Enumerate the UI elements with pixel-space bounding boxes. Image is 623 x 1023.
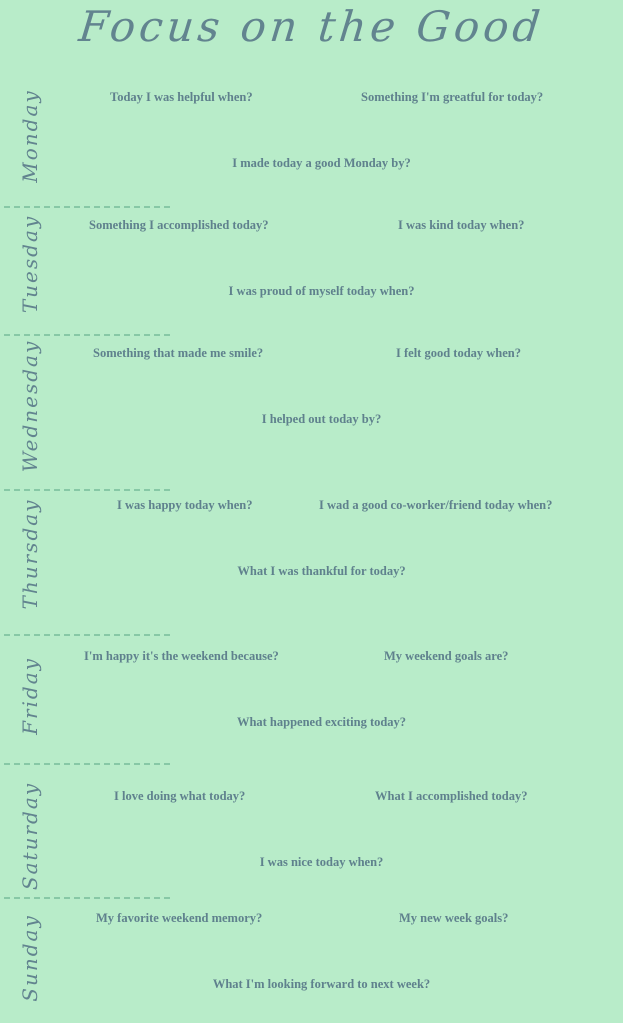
divider-5 bbox=[4, 763, 170, 765]
prompt-saturday-1: I love doing what today? bbox=[114, 789, 246, 803]
prompt-tuesday-3: I was proud of myself today when? bbox=[228, 284, 415, 298]
page-title: Focus on the Good bbox=[76, 2, 547, 51]
prompt-wednesday-2: I felt good today when? bbox=[396, 346, 522, 360]
day-label-sunday: Sunday bbox=[18, 914, 42, 1002]
prompt-sunday-1: My favorite weekend memory? bbox=[96, 911, 263, 925]
prompt-sunday-2: My new week goals? bbox=[399, 911, 509, 925]
day-label-thursday: Thursday bbox=[18, 498, 42, 610]
prompt-monday-2: Something I'm greatful for today? bbox=[361, 90, 544, 104]
prompt-thursday-2: I wad a good co-worker/friend today when? bbox=[319, 498, 553, 512]
prompt-wednesday-3: I helped out today by? bbox=[261, 412, 382, 426]
day-label-friday: Friday bbox=[18, 657, 42, 735]
day-block-saturday bbox=[0, 771, 623, 901]
day-label-wednesday: Wednesday bbox=[18, 339, 42, 473]
prompt-monday-1: Today I was helpful when? bbox=[110, 90, 253, 104]
day-block-friday bbox=[0, 631, 623, 761]
day-block-sunday bbox=[0, 893, 623, 1023]
prompt-tuesday-2: I was kind today when? bbox=[398, 218, 525, 232]
day-block-thursday bbox=[0, 480, 623, 628]
day-block-monday bbox=[0, 72, 623, 200]
day-label-tuesday: Tuesday bbox=[18, 214, 42, 314]
day-block-wednesday bbox=[0, 328, 623, 484]
prompt-saturday-2: What I accomplished today? bbox=[375, 789, 528, 803]
day-label-monday: Monday bbox=[18, 89, 42, 183]
prompt-thursday-3: What I was thankful for today? bbox=[237, 564, 406, 578]
prompt-friday-3: What happened exciting today? bbox=[236, 715, 407, 729]
day-block-tuesday bbox=[0, 200, 623, 328]
prompt-thursday-1: I was happy today when? bbox=[117, 498, 253, 512]
prompt-tuesday-1: Something I accomplished today? bbox=[89, 218, 269, 232]
prompt-wednesday-1: Something that made me smile? bbox=[93, 346, 264, 360]
prompt-monday-3: I made today a good Monday by? bbox=[232, 156, 411, 170]
prompt-friday-1: I'm happy it's the weekend because? bbox=[84, 649, 279, 663]
day-label-saturday: Saturday bbox=[18, 781, 42, 891]
prompt-sunday-3: What I'm looking forward to next week? bbox=[212, 977, 431, 991]
prompt-friday-2: My weekend goals are? bbox=[384, 649, 509, 663]
prompt-saturday-3: I was nice today when? bbox=[259, 855, 384, 869]
